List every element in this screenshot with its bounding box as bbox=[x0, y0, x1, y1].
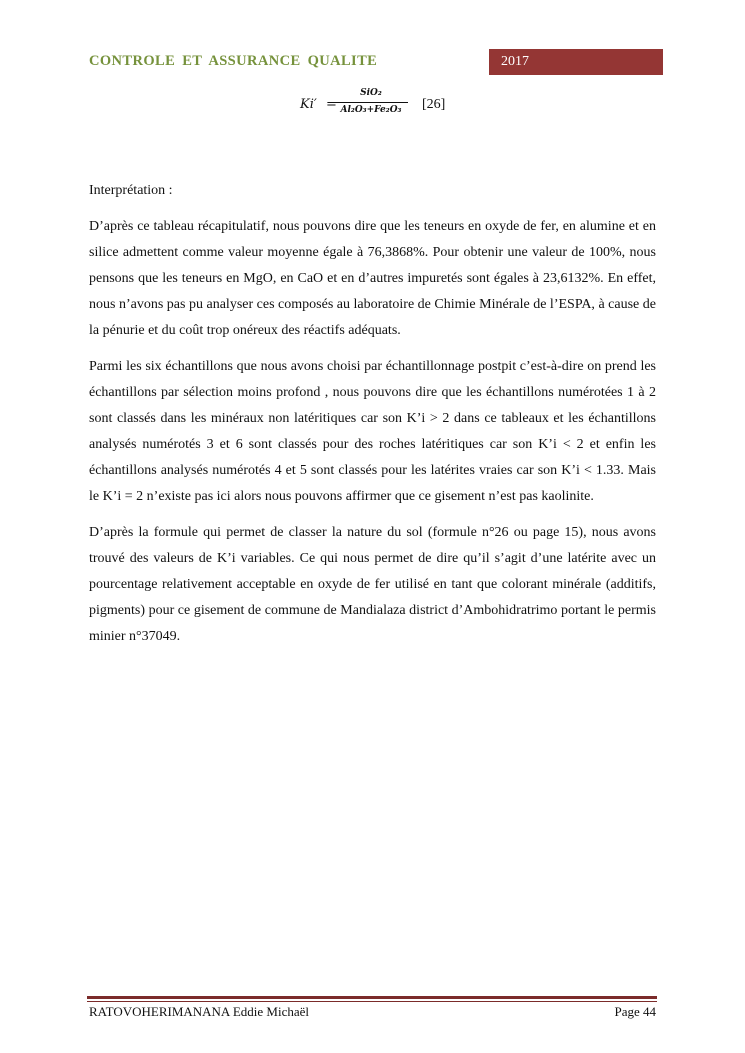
paragraph: Parmi les six échantillons que nous avons choisi par échantillonnage postpit c’est-à-dire on prend les échantillons par sélection moins profond , nous pouvons dire que les échantillons numérotées 1 à 2 sont classés dans les minéraux non latéritiques car son K’i > 2 dans ce tableaux et les échantillons analysés numérotés 3 et 6 sont classés pour des roches latéritiques car son K’i < 2 et enfin les échantillons analysés numérotés 4 et 5 sont classés pour les latérites vraies car son K’i < 1.33. Mais le K’i = 2 n’existe pas ici alors nous pouvons affirmer que ce gisement n’est pas kaolinite. bbox=[89, 359, 656, 504]
paragraph: D’après ce tableau récapitulatif, nous pouvons dire que les teneurs en oxyde de fer, en alumine et en silice admettent comme valeur moyenne égale à 76,3868%. Pour obtenir une valeur de 100%, nous pensons que les teneurs en MgO, en CaO et en d’autres impuretés sont égales à 23,6132%. En effet, nous n’avons pas pu analyser ces composés au laboratoire de Chimie Minérale de l’ESPA, à cause de la pénurie et du coût trop onéreux des réactifs adéquats. bbox=[89, 219, 656, 338]
document-body bbox=[89, 178, 656, 660]
formula-equals: = bbox=[326, 97, 337, 112]
formula-denominator: Al₂O₃+Fe₂O₃ bbox=[340, 105, 402, 115]
footer-author: RATOVOHERIMANANA Eddie Michaël bbox=[89, 1004, 310, 1019]
page-number: Page 44 bbox=[614, 1004, 656, 1019]
footer-rule-thin bbox=[87, 1001, 657, 1002]
header-year-badge: 2017 bbox=[489, 49, 663, 75]
formula-lhs: Ki′ bbox=[300, 97, 317, 112]
footer-rule-thick bbox=[87, 996, 657, 999]
formula-reference: [26] bbox=[422, 97, 446, 112]
paragraph: D’après la formule qui permet de classer la nature du sol (formule n°26 ou page 15), nous avons trouvé des valeurs de K’i variables. Ce qui nous permet de dire qu’il s’agit d’une latérite avec un pourcentage relativement acceptable en oxyde de fer utilisé en tant que colorant minérale (additifs, pigments) pour ce gisement de commune de Mandialaza district d’Ambohidratrimo portant le permis minier n°37049. bbox=[89, 525, 656, 644]
section-label: Interprétation : bbox=[89, 183, 173, 198]
formula-numerator: SiO₂ bbox=[360, 88, 382, 98]
fraction-bar bbox=[334, 102, 408, 103]
header-title: CONTROLE ET ASSURANCE QUALITE bbox=[89, 53, 378, 69]
formula-fraction bbox=[334, 88, 408, 115]
